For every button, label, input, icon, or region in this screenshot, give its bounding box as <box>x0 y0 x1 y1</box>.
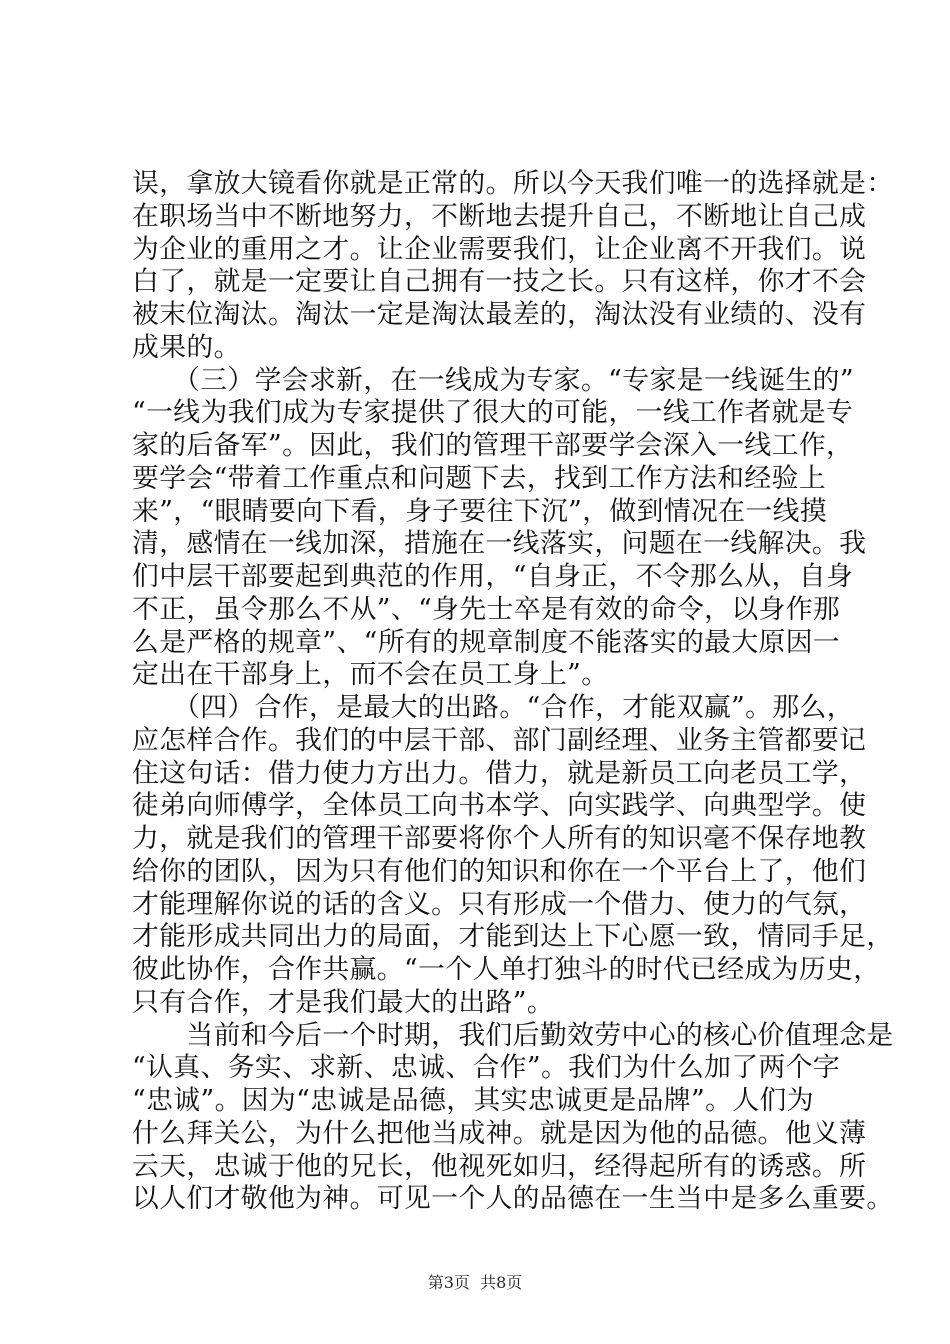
text-line: 白了，就是一定要让自己拥有一技之长。只有这样，你才不会 <box>132 266 867 298</box>
text-line: 云天，忠诚于他的兄长，他视死如归，经得起所有的诱惑。所 <box>132 1150 867 1182</box>
text-line: 才能形成共同出力的局面，才能到达上下心愿一致，情同手足， <box>132 921 894 953</box>
text-line: 在职场当中不断地努力，不断地去提升自己，不断地让自己成 <box>132 200 867 232</box>
text-line: 来”，“眼睛要向下看，身子要往下沉”，做到情况在一线摸 <box>132 495 828 527</box>
text-line: 么是严格的规章”、“所有的规章制度不能落实的最大原因一 <box>132 626 841 658</box>
text-line: 不正，虽令那么不从”、“身先士卒是有效的命令，以身作那 <box>132 593 841 625</box>
page-footer <box>0 1270 950 1293</box>
text-line: 什么拜关公，为什么把他当成神。就是因为他的品德。他义薄 <box>132 1117 867 1149</box>
text-line: 清，感情在一线加深，措施在一线落实，问题在一线解决。我 <box>132 528 867 560</box>
text-line: 定出在干部身上，而不会在员工身上”。 <box>132 659 609 691</box>
text-line: 给你的团队，因为只有他们的知识和你在一个平台上了，他们 <box>132 855 867 887</box>
text-line: 只有合作，才是我们最大的出路”。 <box>132 986 555 1018</box>
text-line: （四）合作，是最大的出路。“合作，才能双赢”。那么， <box>132 692 854 723</box>
text-line: 才能理解你说的话的含义。只有形成一个借力、使力的气氛， <box>132 888 867 920</box>
text-line: 力，就是我们的管理干部要将你个人所有的知识毫不保存地教 <box>132 823 867 854</box>
text-line: 彼此协作，合作共赢。“一个人单打独斗的时代已经成为历史， <box>132 954 881 985</box>
text-line: 被末位淘汰。淘汰一定是淘汰最差的，淘汰没有业绩的、没有 <box>132 299 867 330</box>
text-line: 家的后备军”。因此，我们的管理干部要学会深入一线工作， <box>132 430 854 461</box>
text-line: “认真、务实、求新、忠诚、合作”。我们为什么加了两个字 <box>132 1052 841 1084</box>
text-line: 当前和今后一个时期，我们后勤效劳中心的核心价值理念是 <box>132 1019 894 1051</box>
text-line: 以人们才敬他为神。可见一个人的品德在一生当中是多么重要。 <box>132 1183 894 1215</box>
text-line: 为企业的重用之才。让企业需要我们，让企业离不开我们。说 <box>132 233 867 265</box>
text-line: 徒弟向师傅学，全体员工向书本学、向实践学、向典型学。使 <box>132 790 867 822</box>
page-number-label: 第3页 共8页 <box>427 1273 523 1292</box>
text-line: “忠诚”。因为“忠诚是品德，其实忠诚更是品牌”。人们为 <box>132 1085 814 1116</box>
text-line: 们中层干部要起到典范的作用，“自身正，不令那么从，自身 <box>132 561 854 592</box>
text-line: 住这句话：借力使力方出力。借力，就是新员工向老员工学， <box>132 757 867 789</box>
body-text <box>132 168 894 1216</box>
text-line: 应怎样合作。我们的中层干部、部门副经理、业务主管都要记 <box>132 724 867 756</box>
text-line: （三）学会求新，在一线成为专家。“专家是一线诞生的” <box>132 364 854 396</box>
text-line: 要学会“带着工作重点和问题下去，找到工作方法和经验上 <box>132 462 827 494</box>
text-line: “一线为我们成为专家提供了很大的可能，一线工作者就是专 <box>132 397 854 429</box>
text-line: 误，拿放大镜看你就是正常的。所以今天我们唯一的选择就是： <box>132 168 894 199</box>
text-line: 成果的。 <box>132 331 241 363</box>
